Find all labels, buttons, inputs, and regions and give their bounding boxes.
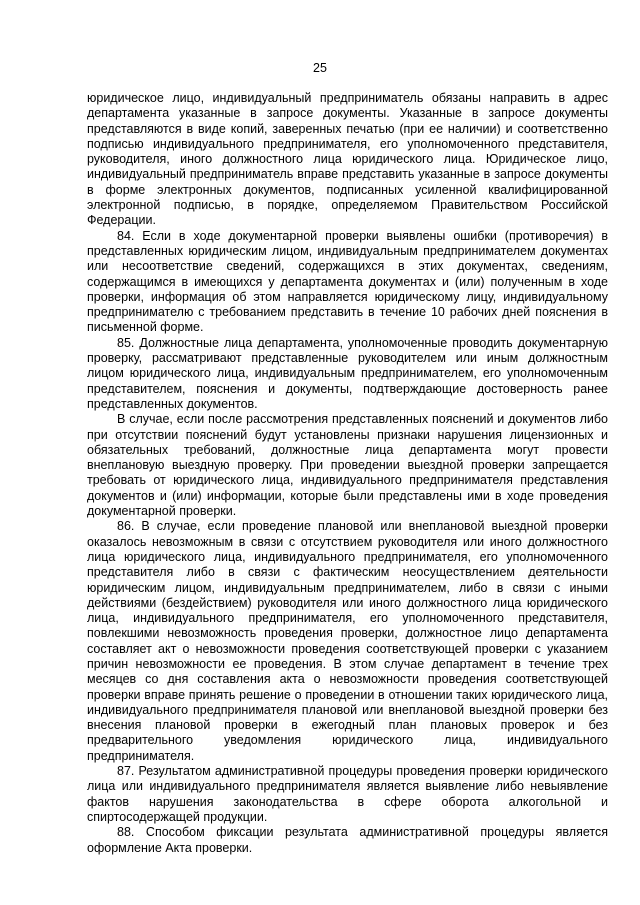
paragraph-85: 85. Должностные лица департамента, уполномоченные проводить документарную проверку, рассматривают представленные руководителем или иным должностным лицом юридического лица, индивидуальным предпринимателем, его уполномоченным представителем, пояснения и документы, подтверждающие достоверность ранее представленных документов. [87, 335, 608, 411]
document-body [87, 91, 608, 856]
paragraph-continuation: юридическое лицо, индивидуальный предприниматель обязаны направить в адрес департамента указанные в запросе документы. Указанные в запросе документы представляются в виде копий, заверенных печатью (при ее наличии) и соответственно подписью индивидуального предпринимателя, его уполномоченного представителя, руководителя, иного должностного лица юридического лица. Юридическое лицо, индивидуальный предприниматель вправе представить указанные в запросе документы в форме электронных документов, подписанных усиленной квалифицированной электронной подписью, в порядке, определяемом Правительством Российской Федерации. [87, 91, 608, 228]
paragraph-85-continued: В случае, если после рассмотрения представленных пояснений и документов либо при отсутствии пояснений будут установлены признаки нарушения лицензионных и обязательных требований, должностные лица департамента могут провести внеплановую выездную проверку. При проведении выездной проверки запрещается требовать от юридического лица, индивидуального предпринимателя представления документов и (или) информации, которые были представлены ими в ходе проведения документарной проверки. [87, 412, 608, 519]
paragraph-87: 87. Результатом административной процедуры проведения проверки юридического лица или индивидуального предпринимателя является выявление либо невыявление фактов нарушения законодательства в сфере оборота алкогольной и спиртосодержащей продукции. [87, 764, 608, 824]
paragraph-86: 86. В случае, если проведение плановой или внеплановой выездной проверки оказалось невозможным в связи с отсутствием руководителя или иного должностного лица юридического лица, индивидуального предпринимателя, его уполномоченного представителя либо в связи с фактическим неосуществлением деятельности юридическим лицом, индивидуальным предпринимателем, либо в связи с иными действиями (бездействием) руководителя или иного должностного лица юридического лица, индивидуального предпринимателя, его уполномоченного представителя, повлекшими невозможность проведения проверки, должностное лицо департамента составляет акт о невозможности проведения соответствующей проверки с указанием причин невозможности ее проведения. В этом случае департамент в течение трех месяцев со дня составления акта о невозможности проведения соответствующей проверки вправе принять решение о проведении в отношении таких юридического лица, индивидуального предпринимателя плановой или внеплановой выездной проверки без внесения плановой проверки в ежегодный план плановых проверок и без предварительного уведомления юридического лица, индивидуального предпринимателя. [87, 519, 608, 763]
page-number: 25 [313, 61, 327, 75]
paragraph-88: 88. Способом фиксации результата административной процедуры является оформление Акта проверки. [87, 825, 608, 855]
paragraph-84: 84. Если в ходе документарной проверки выявлены ошибки (противоречия) в представленных юридическим лицом, индивидуальным предпринимателем документах или несоответствие сведений, содержащихся в этих документах, сведениям, содержащимся в имеющихся у департамента документах и (или) полученным в ходе проверки, информация об этом направляется юридическому лицу, индивидуальному предпринимателю с требованием представить в течение 10 рабочих дней пояснения в письменной форме. [87, 228, 608, 335]
